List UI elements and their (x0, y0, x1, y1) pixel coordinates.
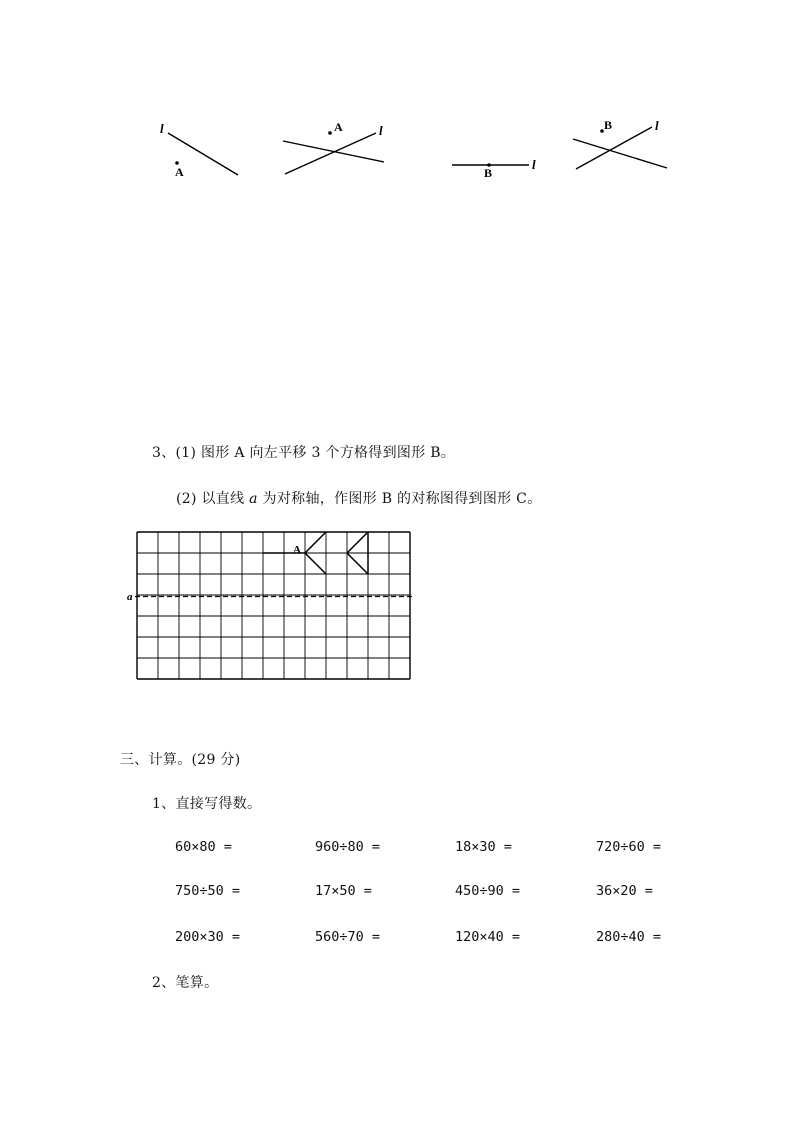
figure-3 (452, 157, 536, 180)
line-label: l (655, 118, 659, 133)
problem-3-1: 200×30 = (175, 929, 241, 945)
problem-2-2: 17×50 = (315, 883, 372, 899)
q3-part2-after: 为对称轴，作图形 B 的对称图得到图形 C。 (257, 491, 542, 507)
grid-figure (120, 525, 420, 695)
line-label: l (532, 157, 536, 172)
problem-1-1: 60×80 = (175, 839, 232, 855)
figure-2 (283, 120, 384, 174)
q3-part2 (176, 488, 542, 508)
axis-variable: a (249, 491, 258, 507)
point-line-figures (0, 0, 794, 200)
point-label: B (484, 166, 493, 180)
q1-title: 1、直接写得数。 (152, 796, 262, 812)
problem-2-4: 36×20 = (596, 883, 653, 899)
problem-3-3: 120×40 = (455, 929, 521, 945)
problem-2-3: 450÷90 = (455, 883, 521, 899)
q3-part2-before: (2) 以直线 (176, 491, 250, 507)
problem-1-3: 18×30 = (455, 839, 512, 855)
point (328, 131, 332, 135)
axis-label: a (127, 591, 133, 603)
figure-1 (160, 121, 238, 179)
problem-2-1: 750÷50 = (175, 883, 241, 899)
q3-part1: 3、(1) 图形 A 向左平移 3 个方格得到图形 B。 (152, 445, 456, 461)
point-label: A (175, 165, 184, 179)
section3-title: 三、计算。(29 分) (120, 752, 241, 768)
problem-1-4: 720÷60 = (596, 839, 662, 855)
q2-title: 2、笔算。 (152, 975, 219, 991)
figure-4 (573, 118, 667, 169)
problem-1-2: 960÷80 = (315, 839, 381, 855)
line-label: l (160, 121, 164, 136)
line-label: l (379, 123, 383, 138)
problem-3-2: 560÷70 = (315, 929, 381, 945)
shape-a-label: A (293, 544, 301, 556)
line-l (285, 133, 376, 174)
point-label: B (604, 118, 613, 132)
grid-lines (137, 532, 410, 679)
point-label: A (334, 120, 343, 134)
problem-3-4: 280÷40 = (596, 929, 662, 945)
line-l (576, 127, 652, 169)
